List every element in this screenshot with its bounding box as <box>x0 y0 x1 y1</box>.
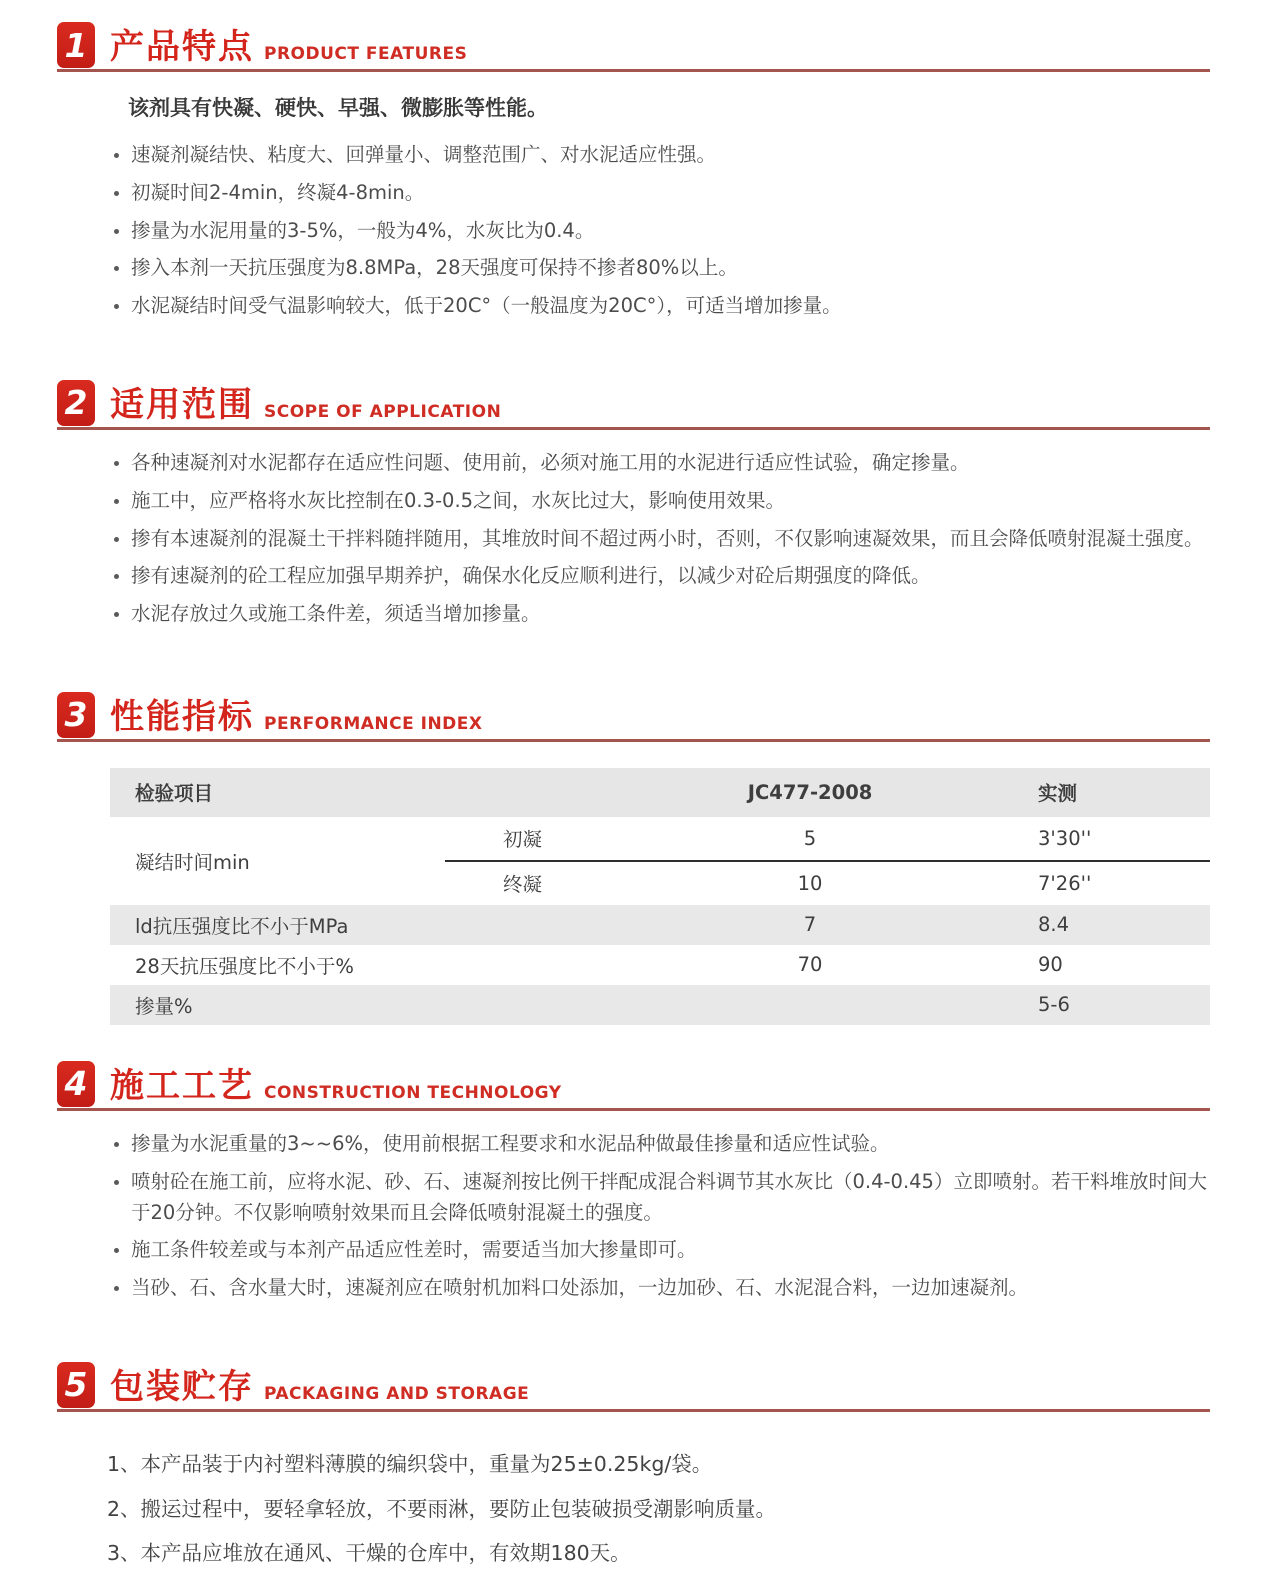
section-header <box>57 692 1210 742</box>
bullet-item: 水泥存放过久或施工条件差，须适当增加掺量。 <box>113 599 1211 630</box>
bullet-item: 掺有本速凝剂的混凝土干拌料随拌随用，其堆放时间不超过两小时，否则，不仅影响速凝效果，而且会降低喷射混凝土强度。 <box>113 524 1211 555</box>
table-cell-standard: 10 <box>797 871 823 895</box>
section-subtitle: SCOPE OF APPLICATION <box>264 401 502 422</box>
table-header-row <box>110 768 1210 817</box>
bullet-item: 水泥凝结时间受气温影响较大，低于20C°（一般温度为20C°），可适当增加掺量。 <box>113 291 1211 322</box>
section-product-features <box>57 22 1210 322</box>
table-cell-label: 掺量% <box>135 994 193 1018</box>
section-packaging-and-storage <box>57 1362 1210 1576</box>
bullet-item: 各种速凝剂对水泥都存在适应性问题、使用前，必须对施工用的水泥进行适应性试验，确定掺量。 <box>113 448 1211 479</box>
table-row <box>110 985 1210 1025</box>
section-number-badge: 3 <box>57 692 95 738</box>
table-cell-measured: 7'26'' <box>1038 871 1092 895</box>
table-cell-measured: 90 <box>1038 953 1063 977</box>
section-subtitle: PACKAGING AND STORAGE <box>264 1383 530 1404</box>
bullet-item: 当砂、石、含水量大时，速凝剂应在喷射机加料口处添加，一边加砂、石、水泥混合料，一边加速凝剂。 <box>113 1273 1211 1304</box>
bullet-item: 施工中，应严格将水灰比控制在0.3-0.5之间，水灰比过大，影响使用效果。 <box>113 486 1211 517</box>
section-scope-of-application <box>57 380 1210 630</box>
table-cell-phase: 终凝 <box>503 873 543 897</box>
table-header-measured: 实测 <box>1038 782 1078 806</box>
table-cell-setting-label: 凝结时间min <box>135 850 250 874</box>
table-header-standard: JC477-2008 <box>747 780 873 804</box>
section-subtitle: PRODUCT FEATURES <box>264 44 468 64</box>
section-number-badge: 5 <box>57 1362 95 1408</box>
section-intro: 该剂具有快凝、硬快、早强、微膨胀等性能。 <box>128 96 548 120</box>
performance-table <box>110 768 1210 1025</box>
bullet-list <box>113 1129 1211 1304</box>
section-title: 适用范围 <box>110 384 254 425</box>
table-cell-label: 28天抗压强度比不小于% <box>135 954 354 978</box>
bullet-item: 速凝剂凝结快、粘度大、回弹量小、调整范围广、对水泥适应性强。 <box>113 140 1211 171</box>
section-title: 产品特点 <box>110 27 254 67</box>
section-header <box>57 22 1210 72</box>
table-row <box>110 945 1210 985</box>
section-title: 施工工艺 <box>110 1065 254 1106</box>
section-title: 包装贮存 <box>110 1366 254 1407</box>
bullet-item: 掺有速凝剂的砼工程应加强早期养护，确保水化反应顺利进行，以减少对砼后期强度的降低。 <box>113 561 1211 592</box>
section-header <box>57 1362 1210 1412</box>
table-cell-standard: 5 <box>600 817 1020 861</box>
numbered-item: 2、搬运过程中，要轻拿轻放，不要雨淋，要防止包装破损受潮影响质量。 <box>107 1496 777 1521</box>
section-construction-technology <box>57 1061 1210 1304</box>
table-cell-standard <box>600 985 1020 1025</box>
section-header <box>57 380 1210 430</box>
table-cell-standard: 70 <box>797 953 823 977</box>
bullet-item: 掺量为水泥用量的3-5%，一般为4%，水灰比为0.4。 <box>113 216 1211 247</box>
section-header <box>57 1061 1210 1111</box>
table-cell-label: ld抗压强度比不小于MPa <box>135 914 349 938</box>
table-row <box>110 905 1210 945</box>
bullet-item: 掺量为水泥重量的3~~6%，使用前根据工程要求和水泥品种做最佳掺量和适应性试验。 <box>113 1129 1211 1160</box>
section-subtitle: CONSTRUCTION TECHNOLOGY <box>264 1082 562 1103</box>
section-subtitle: PERFORMANCE INDEX <box>264 713 483 734</box>
section-number-badge: 1 <box>57 22 95 68</box>
table-cell-measured: 3'30'' <box>1020 817 1210 861</box>
bullet-item: 喷射砼在施工前，应将水泥、砂、石、速凝剂按比例干拌配成混合料调节其水灰比（0.4-0.45）立即喷射。若干料堆放时间大于20分钟。不仅影响喷射效果而且会降低喷射混凝土的强度。 <box>113 1167 1211 1229</box>
table-cell-phase: 初凝 <box>445 817 600 861</box>
numbered-list <box>107 1442 1210 1576</box>
bullet-item: 初凝时间2-4min，终凝4-8min。 <box>113 178 1211 209</box>
section-number-badge: 2 <box>57 380 95 426</box>
section-performance-index <box>57 692 1210 1025</box>
bullet-list <box>113 448 1211 630</box>
table-cell-measured: 5-6 <box>1038 993 1070 1017</box>
section-number-badge: 4 <box>57 1061 95 1107</box>
table-header-item: 检验项目 <box>135 782 214 806</box>
numbered-item: 1、本产品装于内衬塑料薄膜的编织袋中，重量为25±0.25kg/袋。 <box>107 1451 713 1476</box>
numbered-item: 3、本产品应堆放在通风、干燥的仓库中，有效期180天。 <box>107 1541 631 1566</box>
table-row <box>110 817 1210 861</box>
bullet-list <box>113 140 1211 322</box>
section-title: 性能指标 <box>110 696 254 737</box>
bullet-item: 施工条件较差或与本剂产品适应性差时，需要适当加大掺量即可。 <box>113 1235 1211 1266</box>
bullet-item: 掺入本剂一天抗压强度为8.8MPa，28天强度可保持不掺者80%以上。 <box>113 253 1211 284</box>
table-cell-measured: 8.4 <box>1038 913 1070 937</box>
table-cell-standard: 7 <box>803 913 817 937</box>
